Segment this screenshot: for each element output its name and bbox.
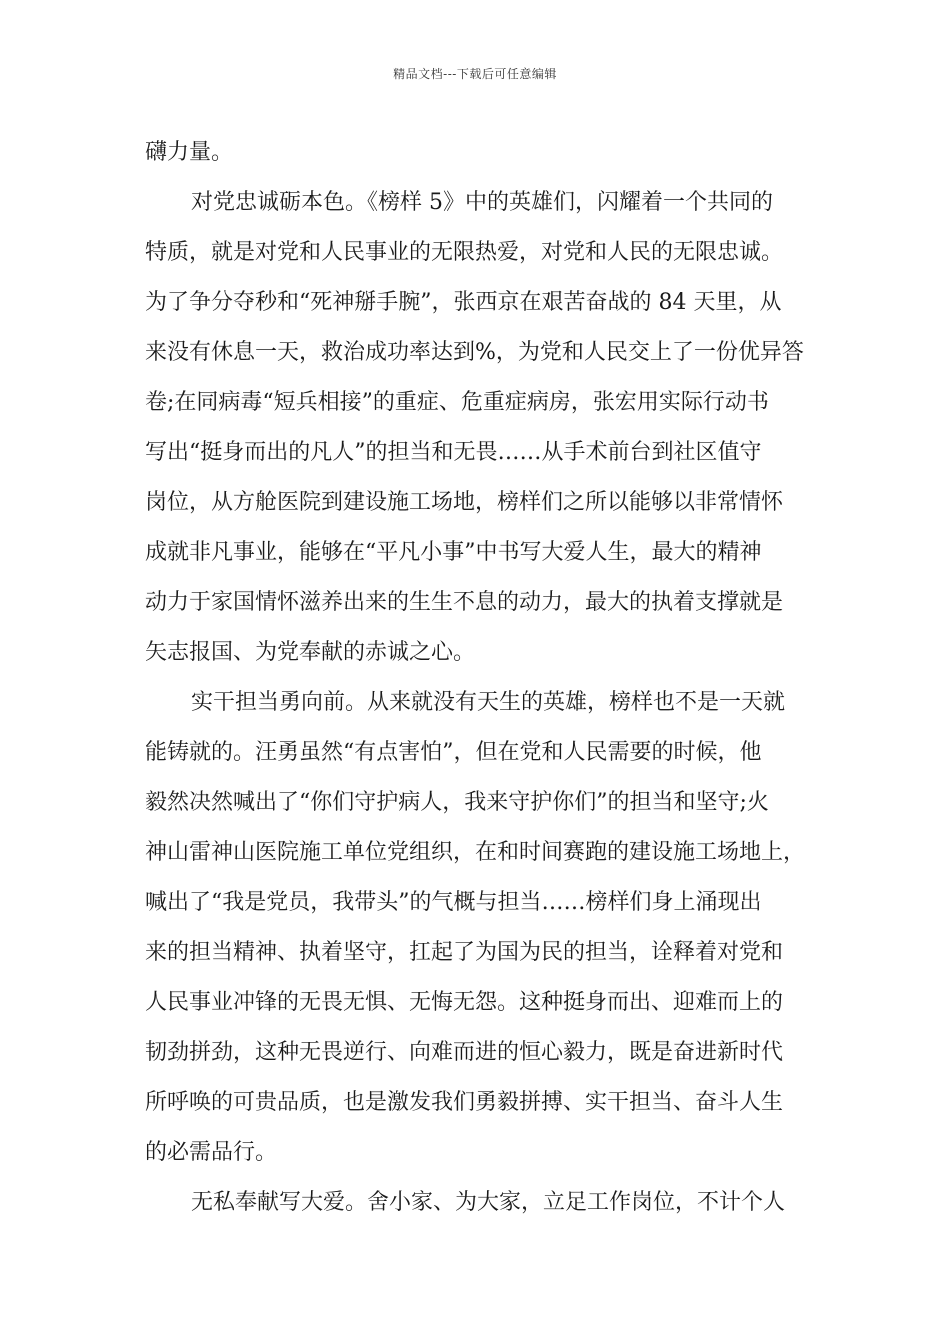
text-line: 实干担当勇向前。从来就没有天生的英雄，榜样也不是一天就 bbox=[191, 690, 786, 715]
text-line: 动力于家国情怀滋养出来的生生不息的动力，最大的执着支撑就是 bbox=[145, 590, 784, 615]
text-line: 写出“挺身而出的凡人”的担当和无畏……从手术前台到社区值守 bbox=[145, 440, 762, 465]
text-line: 成就非凡事业，能够在“平凡小事”中书写大爱人生，最大的精神 bbox=[145, 540, 762, 565]
document-body bbox=[145, 128, 821, 1228]
text-line: 韧劲拼劲，这种无畏逆行、向难而进的恒心毅力，既是奋进新时代 bbox=[145, 1040, 784, 1065]
text-line: 毅然决然喊出了“你们守护病人，我来守护你们”的担当和坚守;火 bbox=[145, 790, 769, 815]
text-line: 所呼唤的可贵品质，也是激发我们勇毅拼搏、实干担当、奋斗人生 bbox=[145, 1090, 784, 1115]
text-line: 喊出了“我是党员，我带头”的气概与担当……榜样们身上涌现出 bbox=[145, 890, 762, 915]
page-header: 精品文档---下载后可任意编辑 bbox=[393, 67, 557, 81]
text-line: 的必需品行。 bbox=[145, 1140, 278, 1165]
text-line: 卷;在同病毒“短兵相接”的重症、危重症病房，张宏用实际行动书 bbox=[145, 390, 769, 415]
text-line: 来没有休息一天，救治成功率达到%，为党和人民交上了一份优异答 bbox=[145, 340, 804, 365]
text-line: 无私奉献写大爱。舍小家、为大家，立足工作岗位，不计个人 bbox=[191, 1190, 786, 1215]
paragraph bbox=[145, 1178, 821, 1228]
text-line: 能铸就的。汪勇虽然“有点害怕”，但在党和人民需要的时候，他 bbox=[145, 740, 762, 765]
text-line: 人民事业冲锋的无畏无惧、无悔无怨。这种挺身而出、迎难而上的 bbox=[145, 990, 784, 1015]
text-line: 礴力量。 bbox=[145, 140, 234, 165]
text-line: 为了争分夺秒和“死神掰手腕”，张西京在艰苦奋战的 84 天里，从 bbox=[145, 290, 782, 315]
text-line: 对党忠诚砺本色。《榜样 5》中的英雄们，闪耀着一个共同的 bbox=[191, 190, 773, 215]
text-line: 来的担当精神、执着坚守，扛起了为国为民的担当，诠释着对党和 bbox=[145, 940, 784, 965]
paragraph bbox=[145, 678, 821, 1178]
text-line: 神山雷神山医院施工单位党组织，在和时间赛跑的建设施工场地上， bbox=[145, 840, 806, 865]
paragraph bbox=[145, 128, 821, 178]
text-line: 矢志报国、为党奉献的赤诚之心。 bbox=[145, 640, 476, 665]
paragraph bbox=[145, 178, 821, 678]
text-line: 特质，就是对党和人民事业的无限热爱，对党和人民的无限忠诚。 bbox=[145, 240, 784, 265]
text-line: 岗位，从方舱医院到建设施工场地，榜样们之所以能够以非常情怀 bbox=[145, 490, 784, 515]
